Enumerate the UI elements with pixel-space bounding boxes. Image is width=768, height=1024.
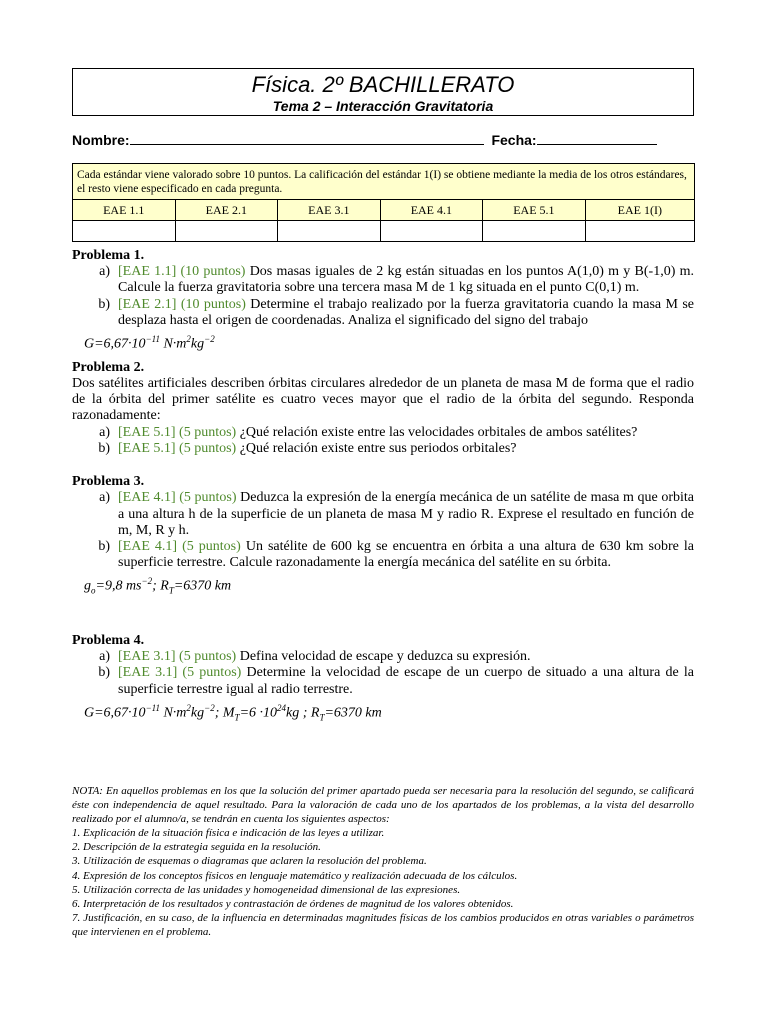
part-label: b) [98,440,110,456]
part-label: b) [98,665,110,681]
nota-intro: NOTA: En aquellos problemas en los que la solución del primer apartado pueda ser necesaria para la resolución del segundo, se calificará éste con independencia de aquel resultado. Para la valoración de cada uno de los apartados de los problemas, a la vista del desarrollo realizado por el alumno/a, se tendrán en cuenta los siguientes aspectos: [72,785,694,826]
score-cell-eae31[interactable] [278,221,381,242]
nota-item: 1. Explicación de la situación física e indicación de las leyes a utilizar. [72,827,385,840]
grading-score-row [73,221,695,242]
date-label: Fecha: [491,132,537,148]
formula-g-constant: $G=6,67\cdot 10^{-11}$ $N\cdot m^2kg^{-2}$ [84,334,215,352]
part-label: a) [99,490,110,506]
part-text: Defina velocidad de escape y deduzca su expresión. [239,649,531,665]
page-title: Física. 2º BACHILLERATO [251,72,515,97]
eae-tag: [EAE 4.1] (5 puntos) [118,538,241,554]
grading-criteria-note [72,784,694,939]
grading-col-eae31: EAE 3.1 [278,200,381,221]
eae-tag: [EAE 5.1] (5 puntos) [118,440,237,456]
score-cell-eae51[interactable] [483,221,586,242]
problem-2-part-a [72,425,694,441]
eae-tag: [EAE 1.1] (10 puntos) [118,264,246,280]
problem-3-title: Problema 3. [72,474,145,490]
problem-2-part-b [72,441,694,457]
nota-item: 5. Utilización correcta de las unidades y homogeneidad dimensional de las expresiones. [72,883,461,896]
problem-4-part-b [72,665,694,697]
student-info-line [72,131,694,149]
name-label: Nombre: [72,132,130,148]
part-text: Determine el trabajo realizado por la fuerza gravitatoria cuando la masa M se desplaza hasta el origen de coordenadas. Analiza el significado del signo del trabajo [118,296,695,328]
part-label: a) [99,424,110,440]
part-label: a) [99,264,110,280]
problem-1-part-b [72,297,694,329]
part-text: Determine la velocidad de escape de un cuerpo de situado a una altura de la superficie terrestre igual al radio terrestre. [118,665,695,697]
nota-item: 2. Descripción de la estrategia seguida en la resolución. [72,841,321,854]
problem-3-part-a [72,490,694,539]
grading-table [72,163,695,242]
grading-col-eae51: EAE 5.1 [483,200,586,221]
part-text: Un satélite de 600 kg se encuentra en órbita a una altura de 630 km sobre la superficie terrestre. Calcule razonadamente la energía mecánica del satélite en su órbita. [118,538,695,571]
part-text: Dos masas iguales de 2 kg están situadas en los puntos A(1,0) m y B(-1,0) m. Calcule la fuerza gravitatoria sobre una tercera masa M de 1 kg situada en el punto C(0,1) m. [118,264,695,296]
eae-tag: [EAE 2.1] (10 puntos) [118,296,246,312]
nota-item: 7. Justificación, en su caso, de la influencia en determinadas magnitudes físicas de los cambios producidos en otras variables o parámetros que intervienen en el problema. [72,911,694,938]
score-cell-eae1i[interactable] [585,221,694,242]
formula-g-mt-rt: $G=6,67\cdot 10^{-11}$ $N\cdot m^2kg^{-2}$; $M_T=6 \cdot 10^{24}kg$ ; $R_T=6370$ km [84,702,382,723]
grading-col-eae1i: EAE 1(I) [585,200,694,221]
eae-tag: [EAE 3.1] (5 puntos) [118,649,237,665]
date-field[interactable] [537,131,657,145]
formula-g0-rt: $g_o=9,8$ $ms^{-2}$; $R_T=6370$ km [84,576,232,596]
problem-4-title: Problema 4. [72,632,145,648]
nota-item: 6. Interpretación de los resultados y contrastación de órdenes de magnitud de los valores obtenidos. [72,897,514,910]
problem-2-intro: Dos satélites artificiales describen órbitas circulares alrededor de un planeta de masa M de forma que el radio de la órbita del primer satélite es cuatro veces mayor que el radio de la órbita del segundo. Responda razonadamente: [72,376,694,424]
part-text: ¿Qué relación existe entre las velocidades orbitales de ambos satélites? [239,424,638,440]
grading-col-eae21: EAE 2.1 [175,200,278,221]
grading-col-eae11: EAE 1.1 [73,200,176,221]
grading-header-row [73,200,695,221]
problems-section [72,248,694,725]
grading-col-eae41: EAE 4.1 [380,200,483,221]
score-cell-eae11[interactable] [73,221,176,242]
eae-tag: [EAE 5.1] (5 puntos) [118,424,237,440]
page-subtitle: Tema 2 – Interacción Gravitatoria [272,98,494,114]
score-cell-eae41[interactable] [380,221,483,242]
name-field[interactable] [130,131,484,145]
part-label: b) [98,538,110,554]
part-text: Deduzca la expresión de la energía mecánica de un satélite de masa m que orbita a una altura h de la superficie de un planeta de masa M y radio R. Exprese el resultado en función de m, M, R y h. [118,490,694,538]
eae-tag: [EAE 3.1] (5 puntos) [118,665,242,681]
problem-1-part-a [72,264,694,296]
title-box [72,68,694,116]
grading-note: Cada estándar viene valorado sobre 10 puntos. La calificación del estándar 1(I) se obtiene mediante la media de los otros estándares, el resto viene especificado en cada pregunta. [73,164,695,200]
problem-2-title: Problema 2. [72,359,145,375]
part-label: b) [98,296,110,312]
problem-3-part-b [72,539,694,571]
problem-4-part-a [72,649,694,665]
part-text: ¿Qué relación existe entre sus periodos orbitales? [239,440,517,456]
part-label: a) [99,649,110,665]
score-cell-eae21[interactable] [175,221,278,242]
problem-1-title: Problema 1. [72,248,145,263]
nota-item: 3. Utilización de esquemas o diagramas que aclaren la resolución del problema. [72,855,427,868]
nota-item: 4. Expresión de los conceptos físicos en lenguaje matemático y realización adecuada de los cálculos. [72,869,518,882]
eae-tag: [EAE 4.1] (5 puntos) [118,490,237,506]
